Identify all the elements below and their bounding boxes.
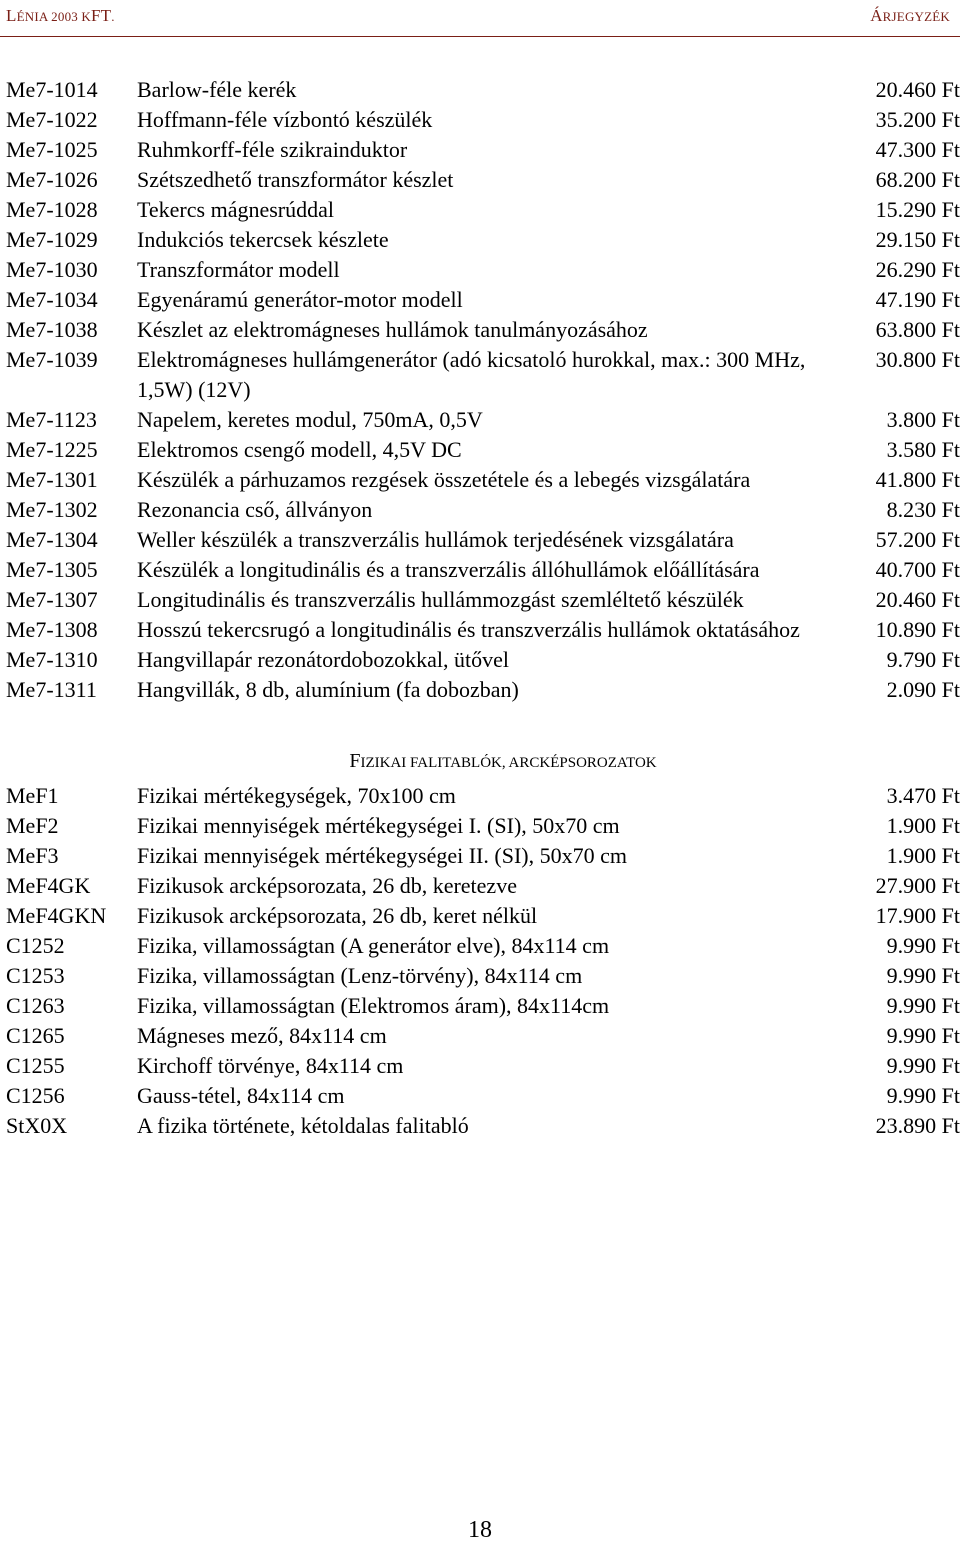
item-price: 9.990 Ft	[886, 1023, 960, 1048]
company-name: LÉNIA 2003 KFT.	[6, 6, 115, 25]
item-code: Me7-1030	[6, 257, 98, 282]
list-item	[6, 195, 960, 225]
list-item	[6, 901, 960, 931]
item-price: 9.790 Ft	[886, 647, 960, 672]
list-item	[6, 465, 960, 495]
item-code: MeF2	[6, 813, 59, 838]
item-description: Fizika, villamosságtan (Lenz-törvény), 84x114 cm	[137, 963, 583, 988]
item-code: Me7-1302	[6, 497, 98, 522]
list-item	[6, 345, 960, 405]
item-price: 29.150 Ft	[875, 227, 960, 252]
item-code: Me7-1014	[6, 77, 98, 102]
items-group	[6, 75, 960, 705]
item-price: 2.090 Ft	[886, 677, 960, 702]
list-item	[6, 495, 960, 525]
item-description: Fizika, villamosságtan (Elektromos áram), 84x114cm	[137, 993, 610, 1018]
item-price: 9.990 Ft	[886, 993, 960, 1018]
list-item	[6, 1081, 960, 1111]
item-description: Készlet az elektromágneses hullámok tanulmányozásához	[137, 317, 648, 342]
item-code: MeF4GKN	[6, 903, 107, 928]
item-price: 3.470 Ft	[886, 783, 960, 808]
item-description: Indukciós tekercsek készlete	[137, 227, 389, 252]
item-description: Hosszú tekercsrugó a longitudinális és transzverzális hullámok oktatásához	[137, 617, 800, 642]
section-title: FIZIKAI FALITABLÓK, ARCKÉPSOROZATOK	[349, 750, 657, 772]
item-price: 9.990 Ft	[886, 963, 960, 988]
page-header	[6, 6, 954, 32]
list-item	[6, 961, 960, 991]
item-description: Rezonancia cső, állványon	[137, 497, 373, 522]
item-description: Hoffmann-féle vízbontó készülék	[137, 107, 433, 132]
item-description: Egyenáramú generátor-motor modell	[137, 287, 463, 312]
list-item	[6, 1021, 960, 1051]
item-description: Készülék a párhuzamos rezgések összetétele és a lebegés vizsgálatára	[137, 467, 751, 492]
list-item	[6, 555, 960, 585]
item-code: Me7-1039	[6, 347, 98, 372]
item-description: Mágneses mező, 84x114 cm	[137, 1023, 387, 1048]
list-item	[6, 585, 960, 615]
list-item	[6, 255, 960, 285]
item-description: Fizikai mértékegységek, 70x100 cm	[137, 783, 456, 808]
header-divider	[0, 36, 960, 37]
item-code: Me7-1029	[6, 227, 98, 252]
item-code: Me7-1034	[6, 287, 98, 312]
item-description: Fizikai mennyiségek mértékegységei I. (SI), 50x70 cm	[137, 813, 620, 838]
item-description: Szétszedhető transzformátor készlet	[137, 167, 454, 192]
item-code: StX0X	[6, 1113, 68, 1138]
list-item	[6, 931, 960, 961]
item-code: Me7-1123	[6, 407, 97, 432]
item-code: MeF3	[6, 843, 59, 868]
item-description: Fizikusok arcképsorozata, 26 db, keret nélkül	[137, 903, 538, 928]
list-item	[6, 1051, 960, 1081]
list-item	[6, 105, 960, 135]
item-description: Gauss-tétel, 84x114 cm	[137, 1083, 345, 1108]
item-price: 30.800 Ft	[875, 347, 960, 372]
item-code: Me7-1305	[6, 557, 98, 582]
item-code: Me7-1026	[6, 167, 98, 192]
item-description: Transzformátor modell	[137, 257, 340, 282]
item-price: 9.990 Ft	[886, 933, 960, 958]
item-price: 1.900 Ft	[886, 843, 960, 868]
item-price: 3.580 Ft	[886, 437, 960, 462]
item-code: C1255	[6, 1053, 65, 1078]
item-price: 9.990 Ft	[886, 1083, 960, 1108]
item-code: Me7-1310	[6, 647, 98, 672]
item-code: Me7-1028	[6, 197, 98, 222]
price-list	[6, 75, 960, 1141]
list-item	[6, 615, 960, 645]
list-item	[6, 1111, 960, 1141]
list-item	[6, 315, 960, 345]
item-description: Barlow-féle kerék	[137, 77, 297, 102]
item-description: Hangvillapár rezonátordobozokkal, ütővel	[137, 647, 510, 672]
item-price: 68.200 Ft	[875, 167, 960, 192]
item-price: 47.190 Ft	[875, 287, 960, 312]
item-price: 41.800 Ft	[875, 467, 960, 492]
item-price: 40.700 Ft	[875, 557, 960, 582]
item-code: Me7-1308	[6, 617, 98, 642]
item-price: 15.290 Ft	[875, 197, 960, 222]
list-item	[6, 871, 960, 901]
list-item	[6, 75, 960, 105]
item-price: 1.900 Ft	[886, 813, 960, 838]
item-description: Tekercs mágnesrúddal	[137, 197, 334, 222]
item-code: Me7-1307	[6, 587, 98, 612]
list-item	[6, 135, 960, 165]
item-description: Fizikusok arcképsorozata, 26 db, keretezve	[137, 873, 517, 898]
item-price: 9.990 Ft	[886, 1053, 960, 1078]
item-code: C1265	[6, 1023, 65, 1048]
item-description: Weller készülék a transzverzális hullámok terjedésének vizsgálatára	[137, 527, 734, 552]
item-price: 63.800 Ft	[875, 317, 960, 342]
section-items-group	[6, 781, 960, 1141]
item-code: Me7-1304	[6, 527, 98, 552]
item-description: Készülék a longitudinális és a transzverzális állóhullámok előállítására	[137, 557, 760, 582]
item-price: 20.460 Ft	[875, 77, 960, 102]
item-code: Me7-1301	[6, 467, 98, 492]
list-item	[6, 225, 960, 255]
item-price: 3.800 Ft	[886, 407, 960, 432]
list-item	[6, 435, 960, 465]
item-description: Fizikai mennyiségek mértékegységei II. (SI), 50x70 cm	[137, 843, 627, 868]
item-price: 10.890 Ft	[875, 617, 960, 642]
item-description: Longitudinális és transzverzális hullámmozgást szemléltető készülék	[137, 587, 744, 612]
item-price: 8.230 Ft	[886, 497, 960, 522]
item-price: 26.290 Ft	[875, 257, 960, 282]
list-item	[6, 405, 960, 435]
list-item	[6, 841, 960, 871]
item-description: Elektromágneses hullámgenerátor (adó kicsatoló hurokkal, max.: 300 MHz, 1,5W) (12V)	[137, 347, 806, 402]
list-item	[6, 811, 960, 841]
item-description: A fizika története, kétoldalas falitabló	[137, 1113, 469, 1138]
list-item	[6, 165, 960, 195]
item-code: C1253	[6, 963, 65, 988]
list-item	[6, 991, 960, 1021]
item-description: Ruhmkorff-féle szikrainduktor	[137, 137, 408, 162]
item-code: C1252	[6, 933, 65, 958]
item-description: Fizika, villamosságtan (A generátor elve), 84x114 cm	[137, 933, 610, 958]
item-code: MeF4GK	[6, 873, 91, 898]
item-price: 35.200 Ft	[875, 107, 960, 132]
item-description: Hangvillák, 8 db, alumínium (fa dobozban)	[137, 677, 519, 702]
list-item	[6, 645, 960, 675]
list-item	[6, 285, 960, 315]
item-price: 23.890 Ft	[875, 1113, 960, 1138]
list-item	[6, 675, 960, 705]
page-number: 18	[468, 1517, 492, 1543]
item-code: Me7-1025	[6, 137, 98, 162]
list-item	[6, 525, 960, 555]
item-code: Me7-1022	[6, 107, 98, 132]
item-description: Napelem, keretes modul, 750mA, 0,5V	[137, 407, 483, 432]
item-price: 57.200 Ft	[875, 527, 960, 552]
list-item	[6, 781, 960, 811]
item-price: 17.900 Ft	[875, 903, 960, 928]
item-price: 20.460 Ft	[875, 587, 960, 612]
item-code: Me7-1225	[6, 437, 98, 462]
item-code: Me7-1038	[6, 317, 98, 342]
item-code: C1256	[6, 1083, 65, 1108]
item-description: Kirchoff törvénye, 84x114 cm	[137, 1053, 404, 1078]
item-code: C1263	[6, 993, 65, 1018]
item-code: Me7-1311	[6, 677, 97, 702]
item-price: 27.900 Ft	[875, 873, 960, 898]
item-description: Elektromos csengő modell, 4,5V DC	[137, 437, 462, 462]
item-price: 47.300 Ft	[875, 137, 960, 162]
item-code: MeF1	[6, 783, 59, 808]
document-title: ÁRJEGYZÉK	[870, 6, 950, 25]
